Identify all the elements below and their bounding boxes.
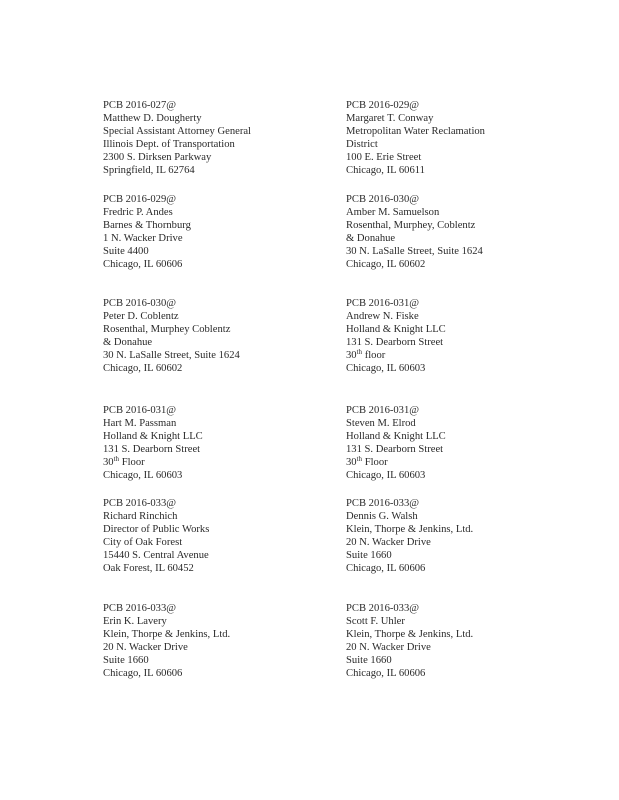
organization: District (346, 139, 378, 151)
floor-number: 30 (103, 457, 114, 469)
case-number: PCB 2016-030@ (346, 194, 420, 205)
contact-title: Director of Public Works (103, 524, 210, 536)
city-state-zip: Chicago, IL 60603 (346, 363, 426, 375)
city-state-zip: Chicago, IL 60602 (103, 363, 183, 375)
contact-name: Matthew D. Dougherty (103, 113, 202, 125)
floor-number: 30 (346, 350, 357, 362)
case-number: PCB 2016-033@ (103, 498, 177, 509)
floor-label: Floor (362, 457, 388, 469)
service-entry (103, 404, 203, 483)
case-number: PCB 2016-031@ (346, 298, 420, 309)
floor (103, 456, 203, 469)
organization: & Donahue (346, 233, 396, 245)
contact-name: Erin K. Lavery (103, 616, 167, 628)
contact-name: Fredric P. Andes (103, 207, 173, 219)
city-state-zip: Chicago, IL 60606 (346, 563, 426, 575)
organization: Rosenthal, Murphey, Coblentz (346, 220, 476, 232)
case-number: PCB 2016-033@ (346, 603, 420, 614)
contact-name: Richard Rinchich (103, 511, 178, 523)
organization: Klein, Thorpe & Jenkins, Ltd. (103, 629, 231, 641)
contact-name: Scott F. Uhler (346, 616, 405, 628)
city-state-zip: Chicago, IL 60606 (346, 668, 426, 680)
organization: Holland & Knight LLC (103, 431, 203, 443)
street-address: 20 N. Wacker Drive (103, 642, 188, 654)
organization: Metropolitan Water Reclamation (346, 126, 485, 138)
contact-name: Dennis G. Walsh (346, 511, 418, 523)
city-state-zip: Chicago, IL 60603 (103, 470, 183, 482)
street-address: 2300 S. Dirksen Parkway (103, 152, 212, 164)
floor-label: Floor (119, 457, 145, 469)
street-address: 100 E. Erie Street (346, 152, 422, 164)
street-address: 30 N. LaSalle Street, Suite 1624 (346, 246, 483, 258)
suite: Suite 1660 (103, 655, 149, 667)
city-state-zip: Springfield, IL 62764 (103, 165, 195, 177)
street-address: 131 S. Dearborn Street (103, 444, 201, 456)
contact-name: Amber M. Samuelson (346, 207, 440, 219)
suite: Suite 4400 (103, 246, 149, 258)
street-address: 131 S. Dearborn Street (346, 337, 444, 349)
service-entry (346, 602, 473, 681)
service-entry (346, 497, 473, 576)
city-state-zip: Chicago, IL 60602 (346, 259, 426, 271)
street-address: 30 N. LaSalle Street, Suite 1624 (103, 350, 240, 362)
case-number: PCB 2016-029@ (103, 194, 177, 205)
case-number: PCB 2016-033@ (103, 603, 177, 614)
contact-name: Margaret T. Conway (346, 113, 434, 125)
street-address: 1 N. Wacker Drive (103, 233, 183, 245)
city-state-zip: Chicago, IL 60603 (346, 470, 426, 482)
service-entry (103, 99, 251, 178)
organization: & Donahue (103, 337, 153, 349)
contact-title: Special Assistant Attorney General (103, 126, 251, 138)
street-address: 15440 S. Central Avenue (103, 550, 209, 562)
case-number: PCB 2016-031@ (103, 405, 177, 416)
service-entry (346, 404, 446, 483)
organization: City of Oak Forest (103, 537, 183, 549)
service-entry (346, 193, 483, 272)
street-address: 20 N. Wacker Drive (346, 642, 431, 654)
street-address: 20 N. Wacker Drive (346, 537, 431, 549)
case-number: PCB 2016-027@ (103, 100, 177, 111)
organization: Holland & Knight LLC (346, 324, 446, 336)
organization: Klein, Thorpe & Jenkins, Ltd. (346, 524, 474, 536)
case-number: PCB 2016-031@ (346, 405, 420, 416)
contact-name: Hart M. Passman (103, 418, 177, 430)
organization: Klein, Thorpe & Jenkins, Ltd. (346, 629, 474, 641)
floor-label: floor (362, 350, 386, 362)
floor-suffix: th (113, 455, 120, 464)
floor-suffix: th (356, 348, 363, 357)
contact-name: Steven M. Elrod (346, 418, 416, 430)
service-entry (346, 297, 446, 376)
organization: Rosenthal, Murphey Coblentz (103, 324, 231, 336)
city-state-zip: Chicago, IL 60611 (346, 165, 425, 177)
contact-name: Peter D. Coblentz (103, 311, 179, 323)
case-number: PCB 2016-033@ (346, 498, 420, 509)
floor (346, 349, 446, 362)
service-entry (103, 297, 240, 376)
service-entry (103, 193, 191, 272)
service-entry (103, 497, 209, 576)
organization: Barnes & Thornburg (103, 220, 191, 232)
city-state-zip: Oak Forest, IL 60452 (103, 563, 194, 575)
suite: Suite 1660 (346, 550, 392, 562)
floor (346, 456, 446, 469)
organization: Illinois Dept. of Transportation (103, 139, 235, 151)
city-state-zip: Chicago, IL 60606 (103, 259, 183, 271)
suite: Suite 1660 (346, 655, 392, 667)
floor-suffix: th (356, 455, 363, 464)
organization: Holland & Knight LLC (346, 431, 446, 443)
contact-name: Andrew N. Fiske (346, 311, 419, 323)
case-number: PCB 2016-029@ (346, 100, 420, 111)
service-entry (103, 602, 230, 681)
service-entry (346, 99, 485, 178)
case-number: PCB 2016-030@ (103, 298, 177, 309)
city-state-zip: Chicago, IL 60606 (103, 668, 183, 680)
floor-number: 30 (346, 457, 357, 469)
street-address: 131 S. Dearborn Street (346, 444, 444, 456)
